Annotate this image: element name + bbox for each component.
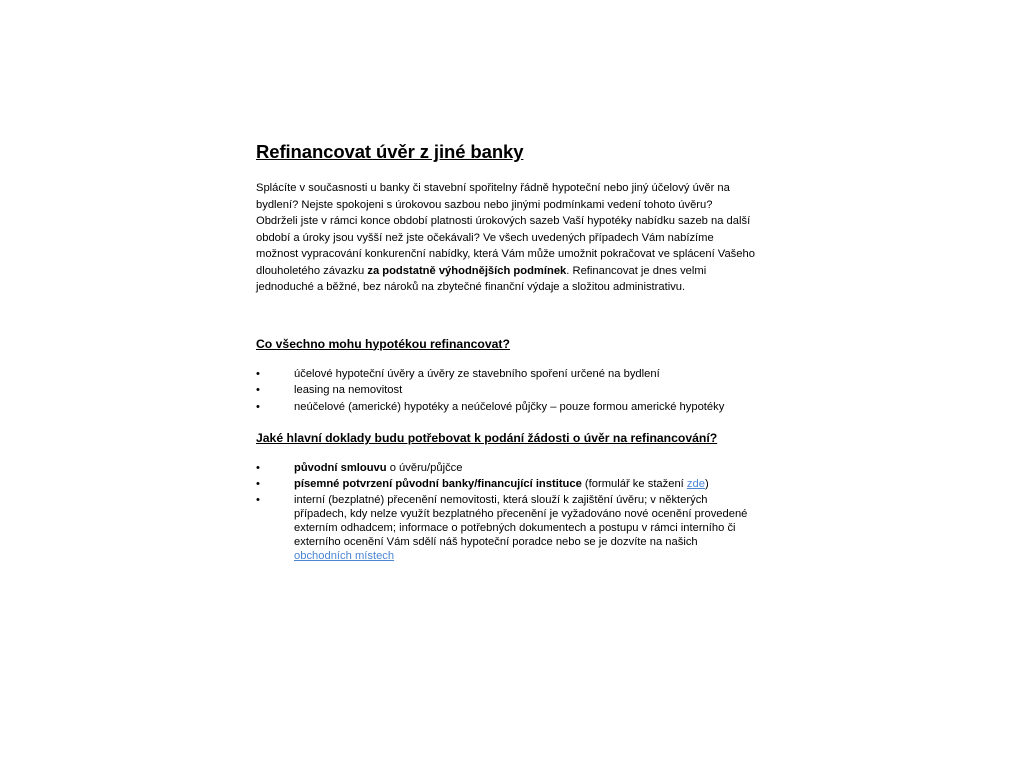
form-download-link[interactable]: zde xyxy=(686,478,705,491)
list-item xyxy=(256,368,756,382)
list-item xyxy=(256,462,756,476)
list-item xyxy=(256,384,756,398)
bullet-icon: • xyxy=(256,478,260,491)
intro-bold-text: za podstatně výhodnějších podmínek xyxy=(367,264,567,277)
list-item xyxy=(256,494,756,563)
list-item-text: interní (bezplatné) přecenění nemovitosti, která slouží k zajištění úvěru; v některých případech, kdy nelze využít bezplatného přecenění je vyžadováno nové ocenění provedené externím odhadcem; informace o potřebných dokumentech a postupu v rámci interního či externího ocenění Vám sdělí náš hypoteční poradce nebo se je dozvíte na našich xyxy=(294,494,748,548)
bullet-icon: • xyxy=(256,384,260,397)
list-item-text: leasing na nemovitost xyxy=(294,384,403,397)
section-heading-documents: Jaké hlavní doklady budu potřebovat k podání žádosti o úvěr na refinancování? xyxy=(256,431,718,446)
page-title: Refinancovat úvěr z jiné banky xyxy=(256,141,524,162)
bullet-icon: • xyxy=(256,367,260,380)
intro-text: Splácíte v současnosti u banky či stavební spořitelny řádně hypoteční nebo jiný účelový úvěr na bydlení? Nejste spokojeni s úrokovou sazbou nebo jinými podmínkami vedení tohoto úvěru? Obdrželi jste v rámci konce období platnosti úrokových sazeb Vaší hypotéky nabídku sazeb na další období a úroky jsou vyšší než jste očekávali? Ve všech uvedených případech Vám nabízíme možnost vypracování konkurenční nabídky, která Vám může umožnit pokračovat ve splácení Vašeho dlouholetého závazku xyxy=(256,182,755,277)
list-item-text-end: ) xyxy=(704,478,709,491)
list-item-bold: písemné potvrzení původní banky/financující instituce xyxy=(294,478,582,491)
refinance-list xyxy=(256,368,756,415)
list-item-text: neúčelové (americké) hypotéky a neúčelové půjčky – pouze formou americké hypotéky xyxy=(294,400,725,413)
branch-offices-link[interactable]: obchodních místech xyxy=(294,549,395,562)
list-item xyxy=(256,401,756,415)
bullet-icon: • xyxy=(256,400,260,413)
intro-paragraph xyxy=(256,180,756,296)
bullet-icon: • xyxy=(256,462,260,475)
intro-text-end: . Refinancovat je dnes velmi jednoduché a běžné, bez nároků na zbytečné finanční výdaje a složitou administrativu. xyxy=(256,264,707,293)
documents-list xyxy=(256,462,756,563)
list-item-text: o úvěru/půjčce xyxy=(386,462,463,475)
bullet-icon: • xyxy=(256,494,260,507)
list-item-text: (formulář ke stažení xyxy=(581,478,687,491)
document-page xyxy=(256,140,756,566)
section-heading-refinance: Co všechno mohu hypotékou refinancovat? xyxy=(256,336,510,351)
list-item-bold: původní smlouvu xyxy=(294,462,387,475)
list-item-text: účelové hypoteční úvěry a úvěry ze stavebního spoření určené na bydlení xyxy=(294,367,660,380)
list-item xyxy=(256,478,756,492)
